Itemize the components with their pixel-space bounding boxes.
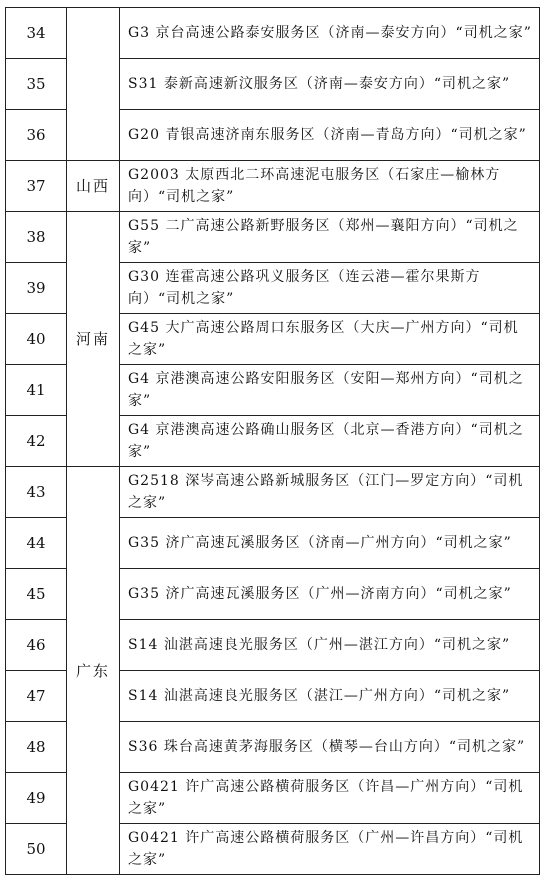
table-row [6,467,540,518]
row-number: 46 [6,620,67,671]
service-area-name: G4 京港澳高速公路安阳服务区（安阳—郑州方向）“司机之家” [120,365,540,416]
row-number: 44 [6,518,67,569]
row-number: 34 [6,8,67,59]
service-area-name: G35 济广高速瓦溪服务区（济南—广州方向）“司机之家” [120,518,540,569]
row-number: 37 [6,161,67,212]
province-label: 山西 [67,161,120,212]
table-row [6,161,540,212]
service-area-name: G3 京台高速公路泰安服务区（济南—泰安方向）“司机之家” [120,8,540,59]
table-row [6,8,540,59]
service-area-name: G30 连霍高速公路巩义服务区（连云港—霍尔果斯方向）“司机之家” [120,263,540,314]
row-number: 40 [6,314,67,365]
service-area-name: G20 青银高速济南东服务区（济南—青岛方向）“司机之家” [120,110,540,161]
service-area-name: G0421 许广高速公路横荷服务区（广州—许昌方向）“司机之家” [120,824,540,875]
service-area-name: S14 汕湛高速良光服务区（广州—湛江方向）“司机之家” [120,620,540,671]
service-area-name: S31 泰新高速新汶服务区（济南—泰安方向）“司机之家” [120,59,540,110]
service-area-name: G45 大广高速公路周口东服务区（大庆—广州方向）“司机之家” [120,314,540,365]
row-number: 49 [6,773,67,824]
province-label: 河南 [67,212,120,467]
province-label: 广东 [67,467,120,875]
service-area-name: S14 汕湛高速良光服务区（湛江—广州方向）“司机之家” [120,671,540,722]
service-area-name: G35 济广高速瓦溪服务区（广州—济南方向）“司机之家” [120,569,540,620]
province-cell-shandong [67,8,120,161]
row-number: 42 [6,416,67,467]
row-number: 41 [6,365,67,416]
row-number: 43 [6,467,67,518]
row-number: 45 [6,569,67,620]
row-number: 47 [6,671,67,722]
row-number: 38 [6,212,67,263]
table-row [6,212,540,263]
row-number: 39 [6,263,67,314]
row-number: 50 [6,824,67,875]
row-number: 36 [6,110,67,161]
service-area-name: G4 京港澳高速公路确山服务区（北京—香港方向）“司机之家” [120,416,540,467]
row-number: 35 [6,59,67,110]
service-area-name: S36 珠台高速黄茅海服务区（横琴—台山方向）“司机之家” [120,722,540,773]
service-area-name: G55 二广高速公路新野服务区（郑州—襄阳方向）“司机之家” [120,212,540,263]
service-area-table [5,7,540,875]
service-area-name: G0421 许广高速公路横荷服务区（许昌—广州方向）“司机之家” [120,773,540,824]
row-number: 48 [6,722,67,773]
service-area-name: G2003 太原西北二环高速泥屯服务区（石家庄—榆林方向）“司机之家” [120,161,540,212]
service-area-name: G2518 深岑高速公路新城服务区（江门—罗定方向）“司机之家” [120,467,540,518]
